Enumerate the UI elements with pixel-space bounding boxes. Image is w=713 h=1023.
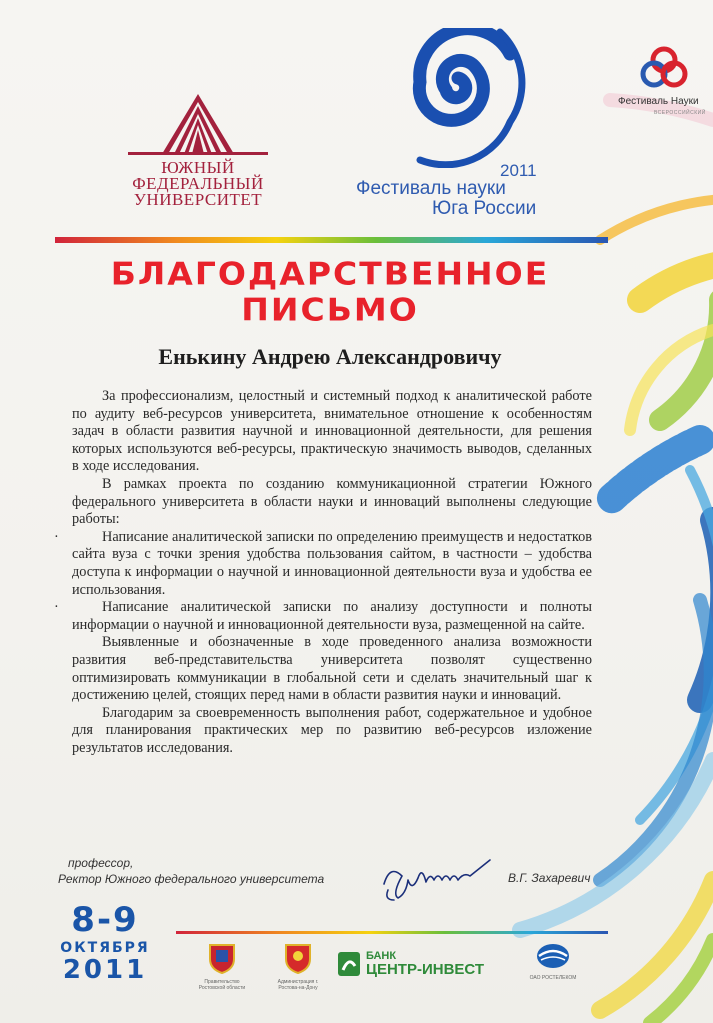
- festival-logo: [350, 28, 580, 223]
- rainbow-divider: [55, 237, 608, 243]
- bottom-rainbow-divider: [176, 931, 608, 934]
- sponsor-government-caption: Правительство Ростовской области: [198, 979, 246, 991]
- paragraph: В рамках проекта по созданию коммуникационной стратегии Южного федерального университета в области науки и инноваций выполнены следующие работы:: [72, 475, 592, 528]
- university-name-line2: ФЕДЕРАЛЬНЫЙ: [132, 174, 264, 193]
- coat-of-arms-icon: [207, 942, 237, 974]
- title-line2: ПИСЬМО: [241, 291, 419, 329]
- position-line2: Ректор Южного федерального университета: [58, 872, 325, 886]
- event-year: 2011: [62, 955, 148, 985]
- title-line1: БЛАГОДАРСТВЕННОЕ: [110, 254, 550, 292]
- paragraph: Благодарим за своевременность выполнения работ, содержательное и удобное для планирования практических мер по развитию веб-ресурсов изложение результатов исследования.: [72, 704, 592, 756]
- bank-name-line1: БАНК: [366, 950, 397, 962]
- bank-logo-icon: [336, 950, 362, 978]
- paragraph: За профессионализм, целостный и системный подход к аналитической работе по аудиту веб-ресурсов университета, внимательное отношение к особенностям задач в области развития научной и инновационной деятельности, для решения которых используются веб-ресурсы, практическую значимость выводов, сделанных в ходе исследования.: [72, 388, 592, 475]
- telecom-logo-icon: [535, 942, 571, 970]
- sponsor-telecom: [528, 942, 578, 981]
- festival-title-line1: Фестиваль науки: [356, 178, 506, 199]
- paragraph: Выявленные и обозначенные в ходе проведенного анализа возможности развития веб-представительства университета позволят существенно оптимизировать коммуникации в глобальной сети и сделать значительный шаг к достижению целей, стоящих перед нами в области развития науки и инноваций.: [72, 634, 592, 704]
- festival-knot-icon: [618, 40, 710, 92]
- position-line1: профессор,: [68, 856, 134, 870]
- sponsor-city-caption: Администрация г. Ростова-на-Дону: [277, 979, 319, 991]
- university-name-line1: ЮЖНЫЙ: [161, 158, 235, 177]
- letter-body: [72, 388, 592, 757]
- letter-title: [40, 256, 620, 328]
- university-name-line3: УНИВЕРСИТЕТ: [133, 190, 263, 209]
- sponsor-city: [272, 942, 324, 991]
- sponsor-government: [198, 942, 246, 991]
- event-month: ОКТЯБРЯ: [60, 940, 150, 956]
- bullet-item: · Написание аналитической записки по анализу доступности и полноты информации о научной и инновационной деятельности вуза, размещенной на сайте.: [72, 599, 592, 634]
- sponsor-bank: [336, 950, 484, 978]
- festival-small-logo: [618, 40, 710, 120]
- sponsor-telecom-caption: ОАО РОСТЕЛЕКОМ: [529, 975, 577, 981]
- city-emblem-icon: [283, 942, 313, 974]
- signatory-name: В.Г. Захаревич: [508, 871, 591, 885]
- bank-name-line2: ЦЕНТР-ИНВЕСТ: [366, 961, 485, 978]
- university-emblem-icon: [98, 92, 298, 158]
- event-days: 8-9: [71, 900, 139, 940]
- festival-spiral-icon: [350, 28, 580, 168]
- festival-year: 2011: [500, 161, 537, 180]
- bullet-item: · Написание аналитической записки по определению преимуществ и недостатков сайта вуза с точки зрения удобства пользования сайтом, в частности – удобства доступа к информации о научной и инновационной деятельности вуза и удобства ее использования.: [72, 529, 592, 599]
- recipient-name: Енькину Андрею Александровичу: [158, 344, 502, 369]
- university-logo: [98, 92, 298, 212]
- event-date: [40, 900, 170, 984]
- festival-title-line2: Юга России: [432, 198, 537, 219]
- handwritten-signature: [378, 850, 508, 910]
- festival-small-sub: ВСЕРОССИЙСКИЙ: [654, 110, 706, 116]
- signatory-position: [58, 855, 324, 887]
- festival-small-label: Фестиваль Науки: [618, 96, 699, 107]
